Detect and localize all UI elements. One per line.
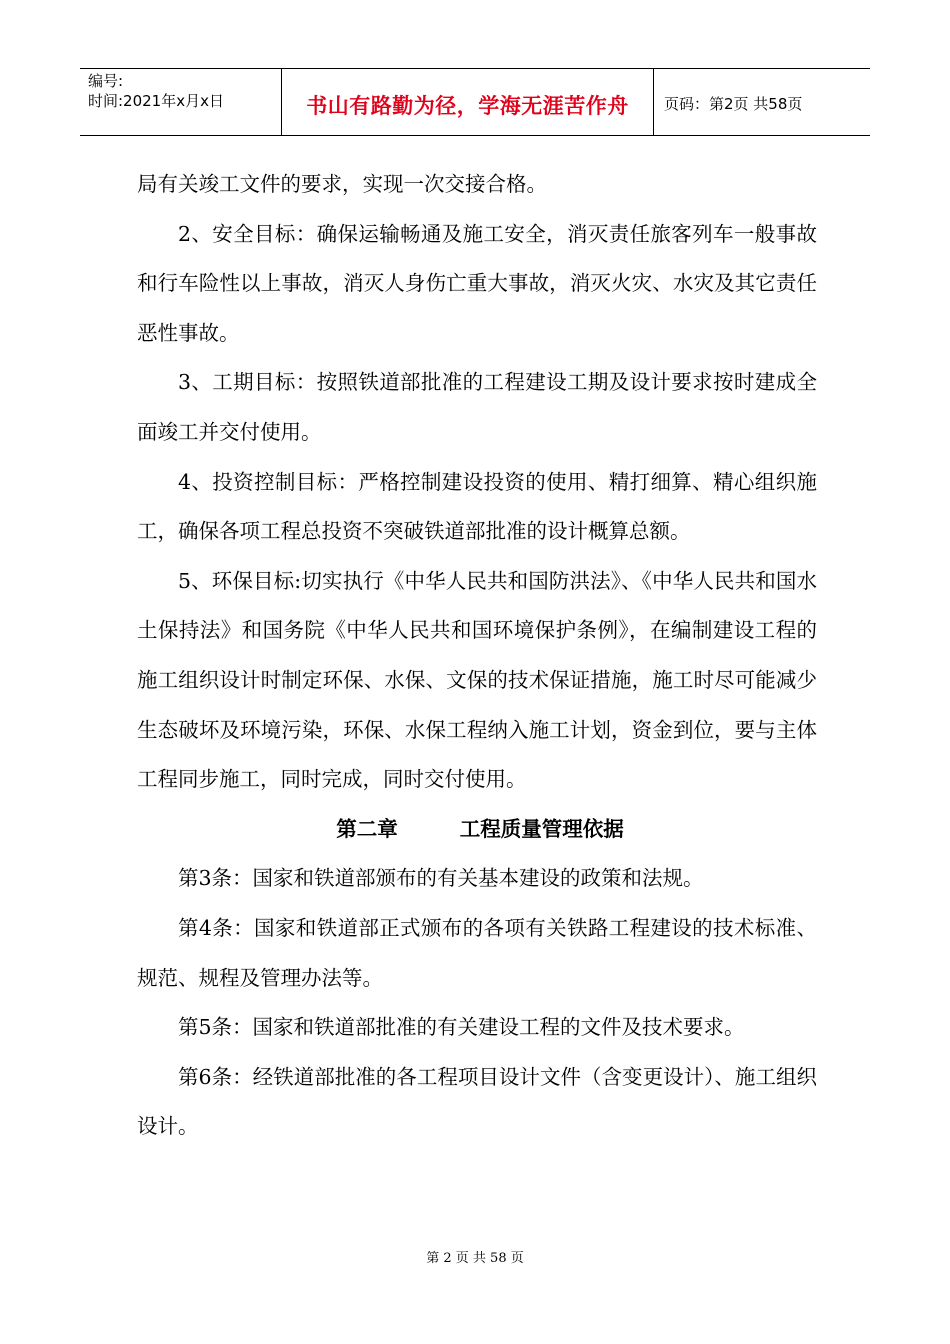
paragraph-schedule-goal: 3、工期目标：按照铁道部批准的工程建设工期及设计要求按时建成全面竣工并交付使用。 [137, 370, 817, 444]
article-6: 第6条：经铁道部批准的各工程项目设计文件（含变更设计）、施工组织设计。 [137, 1064, 817, 1139]
article-4: 第4条：国家和铁道部正式颁布的各项有关铁路工程建设的技术标准、规范、规程及管理办法等。 [137, 915, 817, 990]
article-5: 第5条：国家和铁道部批准的有关建设工程的文件及技术要求。 [178, 1015, 745, 1040]
document-header [80, 68, 870, 136]
header-page-info: 页码：第2页 共58页 [664, 94, 803, 113]
paragraph-investment-goal: 4、投资控制目标：严格控制建设投资的使用、精打细算、精心组织施工，确保各项工程总投资不突破铁道部批准的设计概算总额。 [137, 469, 817, 544]
chapter-title: 工程质量管理依据 [459, 816, 624, 841]
paragraph-continuation: 局有关竣工文件的要求，实现一次交接合格。 [137, 172, 547, 196]
paragraph-environment-goal: 5、环保目标:切实执行《中华人民共和国防洪法》、《中华人民共和国水土保持法》和国务院《中华人民共和国环境保护条例》，在编制建设工程的施工组织设计时制定环保、水保、文保的技术保证措施，施工时尽可能减少生态破坏及环境污染，环保、水保工程纳入施工计划，资金到位，要与主体工程同步施工，同时完成，同时交付使用。 [137, 568, 817, 792]
header-motto-cell [282, 69, 654, 135]
header-page-info-cell [654, 69, 870, 135]
document-number-label: 编号: [88, 72, 124, 90]
footer-page-number: 第 2 页 共 58 页 [426, 1251, 524, 1266]
paragraph-safety-goal: 2、安全目标：确保运输畅通及施工安全，消灭责任旅客列车一般事故和行车险性以上事故，消灭人身伤亡重大事故，消灭火灾、水灾及其它责任恶性事故。 [137, 221, 817, 345]
chapter-heading [137, 805, 817, 855]
header-motto: 书山有路勤为径，学海无涯苦作舟 [306, 94, 629, 118]
page-footer [0, 1247, 950, 1266]
chapter-number: 第二章 [336, 816, 398, 841]
document-time: 时间:2021年x月x日 [88, 92, 224, 110]
header-meta [80, 69, 282, 135]
document-body [137, 160, 817, 1152]
article-3: 第3条：国家和铁道部颁布的有关基本建设的政策和法规。 [178, 866, 704, 891]
